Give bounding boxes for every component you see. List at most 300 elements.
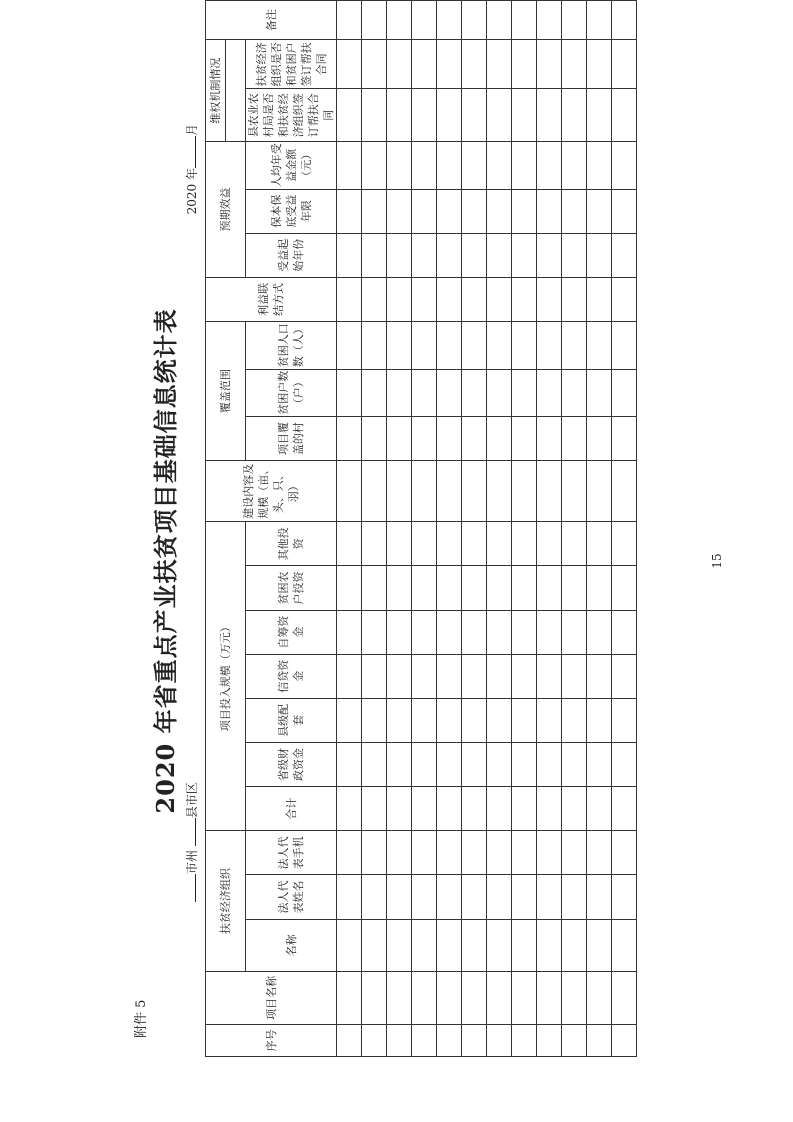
table-cell[interactable] (587, 787, 612, 831)
table-cell[interactable] (462, 698, 487, 742)
table-cell[interactable] (412, 233, 437, 277)
table-cell[interactable] (337, 698, 362, 742)
table-cell[interactable] (612, 522, 637, 566)
table-cell[interactable] (337, 142, 362, 190)
table-cell[interactable] (412, 831, 437, 875)
table-cell[interactable] (512, 654, 537, 698)
table-cell[interactable] (562, 321, 587, 369)
table-cell[interactable] (437, 89, 462, 142)
table-cell[interactable] (487, 417, 512, 461)
table-cell[interactable] (487, 233, 512, 277)
table-cell[interactable] (587, 1, 612, 40)
table-cell[interactable] (412, 1, 437, 40)
table-cell[interactable] (437, 831, 462, 875)
table-cell[interactable] (387, 610, 412, 654)
table-cell[interactable] (612, 417, 637, 461)
table-row (387, 1, 412, 1057)
table-cell[interactable] (612, 1024, 637, 1056)
table-cell[interactable] (562, 742, 587, 786)
table-cell[interactable] (612, 654, 637, 698)
table-cell[interactable] (537, 919, 562, 972)
table-cell[interactable] (387, 417, 412, 461)
table-cell[interactable] (387, 233, 412, 277)
table-cell[interactable] (462, 1, 487, 40)
table-cell[interactable] (512, 742, 537, 786)
table-cell[interactable] (462, 369, 487, 417)
table-cell[interactable] (487, 40, 512, 89)
table-cell[interactable] (462, 654, 487, 698)
table-cell[interactable] (437, 417, 462, 461)
table-cell[interactable] (362, 89, 387, 142)
header-county: 县级配套 (246, 698, 337, 742)
table-cell[interactable] (412, 698, 437, 742)
table-cell[interactable] (537, 321, 562, 369)
table-cell[interactable] (612, 461, 637, 522)
header-provincial: 省级财政资金 (246, 742, 337, 786)
table-cell[interactable] (487, 831, 512, 875)
table-cell[interactable] (537, 417, 562, 461)
table-cell[interactable] (437, 369, 462, 417)
table-cell[interactable] (437, 1024, 462, 1056)
table-cell[interactable] (362, 277, 387, 321)
table-cell[interactable] (387, 189, 412, 233)
table-cell[interactable] (387, 321, 412, 369)
table-cell[interactable] (512, 1024, 537, 1056)
table-cell[interactable] (562, 875, 587, 919)
table-cell[interactable] (337, 610, 362, 654)
table-cell[interactable] (412, 787, 437, 831)
table-cell[interactable] (562, 610, 587, 654)
table-cell[interactable] (387, 698, 412, 742)
table-cell[interactable] (387, 787, 412, 831)
table-row (337, 1, 362, 1057)
table-cell[interactable] (512, 972, 537, 1025)
table-cell[interactable] (587, 461, 612, 522)
table-cell[interactable] (412, 189, 437, 233)
table-cell[interactable] (387, 89, 412, 142)
table-cell[interactable] (512, 919, 537, 972)
table-cell[interactable] (412, 142, 437, 190)
table-cell[interactable] (562, 1024, 587, 1056)
table-cell[interactable] (612, 566, 637, 610)
table-cell[interactable] (462, 1024, 487, 1056)
header-household-check: 扶贫经济组织是否和贫困户签订帮扶合同 (246, 40, 337, 89)
table-cell[interactable] (562, 40, 587, 89)
table-cell[interactable] (537, 142, 562, 190)
table-cell[interactable] (512, 522, 537, 566)
table-cell[interactable] (562, 417, 587, 461)
table-cell[interactable] (412, 919, 437, 972)
table-cell[interactable] (587, 875, 612, 919)
table-cell[interactable] (362, 831, 387, 875)
table-cell[interactable] (512, 831, 537, 875)
table-cell[interactable] (537, 875, 562, 919)
table-cell[interactable] (612, 787, 637, 831)
table-cell[interactable] (587, 522, 612, 566)
table-cell[interactable] (337, 277, 362, 321)
table-cell[interactable] (437, 610, 462, 654)
table-cell[interactable] (562, 787, 587, 831)
table-cell[interactable] (362, 610, 387, 654)
table-cell[interactable] (612, 40, 637, 89)
table-cell[interactable] (512, 610, 537, 654)
table-cell[interactable] (362, 654, 387, 698)
table-cell[interactable] (362, 40, 387, 89)
table-cell[interactable] (487, 787, 512, 831)
table-cell[interactable] (612, 875, 637, 919)
table-cell[interactable] (562, 698, 587, 742)
table-cell[interactable] (487, 610, 512, 654)
table-cell[interactable] (587, 1024, 612, 1056)
table-cell[interactable] (562, 919, 587, 972)
table-cell[interactable] (537, 461, 562, 522)
table-cell[interactable] (412, 417, 437, 461)
table-cell[interactable] (587, 654, 612, 698)
table-cell[interactable] (337, 972, 362, 1025)
table-cell[interactable] (387, 40, 412, 89)
table-cell[interactable] (362, 972, 387, 1025)
table-cell[interactable] (437, 321, 462, 369)
table-cell[interactable] (487, 189, 512, 233)
table-cell[interactable] (412, 522, 437, 566)
table-cell[interactable] (387, 654, 412, 698)
table-cell[interactable] (362, 321, 387, 369)
table-cell[interactable] (462, 189, 487, 233)
table-cell[interactable] (537, 831, 562, 875)
table-cell[interactable] (437, 654, 462, 698)
table-cell[interactable] (562, 233, 587, 277)
table-cell[interactable] (512, 566, 537, 610)
table-cell[interactable] (537, 89, 562, 142)
header-villages: 项目覆盖的村 (246, 417, 337, 461)
table-cell[interactable] (337, 417, 362, 461)
table-cell[interactable] (562, 522, 587, 566)
table-cell[interactable] (487, 875, 512, 919)
table-cell[interactable] (462, 919, 487, 972)
table-cell[interactable] (537, 189, 562, 233)
table-cell[interactable] (487, 1024, 512, 1056)
table-cell[interactable] (387, 919, 412, 972)
table-cell[interactable] (562, 566, 587, 610)
table-cell[interactable] (387, 369, 412, 417)
table-cell[interactable] (412, 1024, 437, 1056)
table-cell[interactable] (362, 698, 387, 742)
table-cell[interactable] (612, 1, 637, 40)
table-cell[interactable] (462, 142, 487, 190)
table-cell[interactable] (387, 742, 412, 786)
table-cell[interactable] (487, 654, 512, 698)
table-cell[interactable] (462, 742, 487, 786)
table-cell[interactable] (362, 1, 387, 40)
table-cell[interactable] (562, 461, 587, 522)
table-cell[interactable] (362, 417, 387, 461)
table-cell[interactable] (587, 698, 612, 742)
table-cell[interactable] (562, 369, 587, 417)
header-self-funded: 自筹资金 (246, 610, 337, 654)
table-cell[interactable] (412, 89, 437, 142)
table-cell[interactable] (462, 321, 487, 369)
table-cell[interactable] (362, 919, 387, 972)
table-cell[interactable] (337, 742, 362, 786)
table-cell[interactable] (412, 277, 437, 321)
header-other: 其他投资 (246, 522, 337, 566)
table-cell[interactable] (562, 277, 587, 321)
table-cell[interactable] (437, 875, 462, 919)
table-cell[interactable] (437, 566, 462, 610)
table-cell[interactable] (587, 972, 612, 1025)
table-cell[interactable] (337, 189, 362, 233)
table-cell[interactable] (337, 787, 362, 831)
table-cell[interactable] (437, 40, 462, 89)
table-cell[interactable] (387, 1024, 412, 1056)
table-cell[interactable] (587, 233, 612, 277)
table-cell[interactable] (612, 972, 637, 1025)
table-cell[interactable] (537, 369, 562, 417)
table-cell[interactable] (587, 742, 612, 786)
table-cell[interactable] (537, 972, 562, 1025)
table-cell[interactable] (562, 1, 587, 40)
table-cell[interactable] (462, 233, 487, 277)
table-cell[interactable] (512, 321, 537, 369)
table-cell[interactable] (487, 461, 512, 522)
table-cell[interactable] (512, 369, 537, 417)
table-cell[interactable] (462, 522, 487, 566)
table-cell[interactable] (337, 1024, 362, 1056)
table-cell[interactable] (587, 142, 612, 190)
table-cell[interactable] (412, 321, 437, 369)
table-cell[interactable] (362, 189, 387, 233)
table-cell[interactable] (337, 919, 362, 972)
table-cell[interactable] (587, 417, 612, 461)
table-cell[interactable] (387, 461, 412, 522)
group-invest: 项目投入规模（万元） (206, 522, 246, 831)
table-cell[interactable] (512, 875, 537, 919)
month-suffix: 月 (185, 124, 199, 137)
table-cell[interactable] (487, 698, 512, 742)
table-cell[interactable] (462, 461, 487, 522)
table-cell[interactable] (562, 89, 587, 142)
table-cell[interactable] (487, 89, 512, 142)
table-cell[interactable] (412, 566, 437, 610)
header-start-year: 受益起始年份 (246, 233, 337, 277)
table-cell[interactable] (362, 522, 387, 566)
table-cell[interactable] (537, 610, 562, 654)
table-cell[interactable] (337, 369, 362, 417)
table-cell[interactable] (537, 1024, 562, 1056)
table-cell[interactable] (337, 654, 362, 698)
table-cell[interactable] (437, 1, 462, 40)
month-blank[interactable] (195, 136, 196, 168)
table-cell[interactable] (412, 369, 437, 417)
table-cell[interactable] (437, 189, 462, 233)
table-cell[interactable] (562, 189, 587, 233)
table-cell[interactable] (587, 89, 612, 142)
table-cell[interactable] (612, 233, 637, 277)
table-cell[interactable] (562, 831, 587, 875)
table-cell[interactable] (412, 972, 437, 1025)
table-cell[interactable] (587, 566, 612, 610)
table-cell[interactable] (362, 566, 387, 610)
table-cell[interactable] (487, 142, 512, 190)
table-cell[interactable] (612, 142, 637, 190)
table-cell[interactable] (437, 787, 462, 831)
table-cell[interactable] (587, 919, 612, 972)
table-cell[interactable] (462, 277, 487, 321)
table-cell[interactable] (437, 233, 462, 277)
table-row (462, 1, 487, 1057)
table-cell[interactable] (537, 654, 562, 698)
date-line (183, 124, 200, 214)
table-cell[interactable] (437, 461, 462, 522)
table-cell[interactable] (587, 610, 612, 654)
table-cell[interactable] (387, 522, 412, 566)
table-cell[interactable] (337, 233, 362, 277)
table-cell[interactable] (537, 277, 562, 321)
table-cell[interactable] (362, 369, 387, 417)
table-cell[interactable] (412, 610, 437, 654)
table-cell[interactable] (462, 417, 487, 461)
table-cell[interactable] (612, 742, 637, 786)
table-cell[interactable] (512, 1, 537, 40)
group-org: 扶贫经济组织 (206, 831, 246, 972)
table-cell[interactable] (487, 566, 512, 610)
table-row (362, 1, 387, 1057)
header-org-name: 名称 (246, 919, 337, 972)
table-cell[interactable] (337, 89, 362, 142)
table-cell[interactable] (337, 522, 362, 566)
county-blank[interactable] (195, 818, 196, 846)
table-row (412, 1, 437, 1057)
table-cell[interactable] (512, 189, 537, 233)
table-cell[interactable] (612, 831, 637, 875)
table-cell[interactable] (337, 1, 362, 40)
table-cell[interactable] (387, 972, 412, 1025)
table-cell[interactable] (612, 89, 637, 142)
table-cell[interactable] (612, 919, 637, 972)
table-cell[interactable] (362, 787, 387, 831)
table-cell[interactable] (437, 972, 462, 1025)
table-cell[interactable] (512, 698, 537, 742)
table-cell[interactable] (587, 369, 612, 417)
city-suffix: 市州 (185, 849, 199, 874)
table-cell[interactable] (387, 831, 412, 875)
table-cell[interactable] (512, 89, 537, 142)
table-cell[interactable] (387, 566, 412, 610)
table-cell[interactable] (337, 875, 362, 919)
table-cell[interactable] (412, 654, 437, 698)
table-cell[interactable] (487, 321, 512, 369)
table-cell[interactable] (587, 189, 612, 233)
table-cell[interactable] (462, 610, 487, 654)
table-cell[interactable] (362, 461, 387, 522)
table-cell[interactable] (612, 369, 637, 417)
table-cell[interactable] (587, 831, 612, 875)
table-cell[interactable] (437, 919, 462, 972)
table-cell[interactable] (462, 972, 487, 1025)
table-cell[interactable] (487, 369, 512, 417)
table-cell[interactable] (537, 1, 562, 40)
table-cell[interactable] (587, 321, 612, 369)
table-cell[interactable] (562, 654, 587, 698)
table-cell[interactable] (362, 233, 387, 277)
table-cell[interactable] (512, 461, 537, 522)
table-cell[interactable] (412, 461, 437, 522)
table-cell[interactable] (362, 142, 387, 190)
table-cell[interactable] (462, 875, 487, 919)
table-cell[interactable] (612, 610, 637, 654)
table-cell[interactable] (387, 1, 412, 40)
table-cell[interactable] (562, 142, 587, 190)
table-cell[interactable] (512, 417, 537, 461)
table-cell[interactable] (587, 40, 612, 89)
table-cell[interactable] (487, 1, 512, 40)
table-cell[interactable] (412, 40, 437, 89)
table-cell[interactable] (337, 40, 362, 89)
table-cell[interactable] (437, 522, 462, 566)
table-cell[interactable] (487, 919, 512, 972)
table-cell[interactable] (612, 277, 637, 321)
header-linkage: 利益联结方式 (206, 277, 337, 321)
table-cell[interactable] (512, 787, 537, 831)
table-cell[interactable] (437, 277, 462, 321)
table-cell[interactable] (462, 831, 487, 875)
table-cell[interactable] (537, 40, 562, 89)
table-cell[interactable] (437, 742, 462, 786)
table-cell[interactable] (462, 40, 487, 89)
table-cell[interactable] (537, 742, 562, 786)
table-row (537, 1, 562, 1057)
table-cell[interactable] (362, 1024, 387, 1056)
table-cell[interactable] (537, 566, 562, 610)
table-cell[interactable] (337, 461, 362, 522)
table-cell[interactable] (362, 742, 387, 786)
city-blank[interactable] (195, 874, 196, 902)
table-cell[interactable] (512, 142, 537, 190)
table-cell[interactable] (462, 787, 487, 831)
table-cell[interactable] (337, 566, 362, 610)
table-cell[interactable] (612, 189, 637, 233)
table-cell[interactable] (462, 89, 487, 142)
table-cell[interactable] (512, 40, 537, 89)
table-cell[interactable] (337, 321, 362, 369)
table-cell[interactable] (562, 972, 587, 1025)
table-cell[interactable] (487, 277, 512, 321)
table-cell[interactable] (387, 142, 412, 190)
table-cell[interactable] (537, 698, 562, 742)
table-cell[interactable] (487, 522, 512, 566)
table-cell[interactable] (537, 522, 562, 566)
table-cell[interactable] (462, 566, 487, 610)
table-cell[interactable] (387, 875, 412, 919)
table-cell[interactable] (587, 277, 612, 321)
table-cell[interactable] (487, 742, 512, 786)
table-cell[interactable] (537, 787, 562, 831)
table-cell[interactable] (437, 698, 462, 742)
table-cell[interactable] (612, 698, 637, 742)
table-cell[interactable] (337, 831, 362, 875)
table-cell[interactable] (537, 233, 562, 277)
table-cell[interactable] (512, 277, 537, 321)
table-cell[interactable] (387, 277, 412, 321)
table-cell[interactable] (437, 142, 462, 190)
table-body (337, 1, 637, 1057)
table-cell[interactable] (612, 321, 637, 369)
table-cell[interactable] (412, 742, 437, 786)
table-cell[interactable] (412, 875, 437, 919)
table-cell[interactable] (512, 233, 537, 277)
table-cell[interactable] (487, 972, 512, 1025)
table-cell[interactable] (362, 875, 387, 919)
